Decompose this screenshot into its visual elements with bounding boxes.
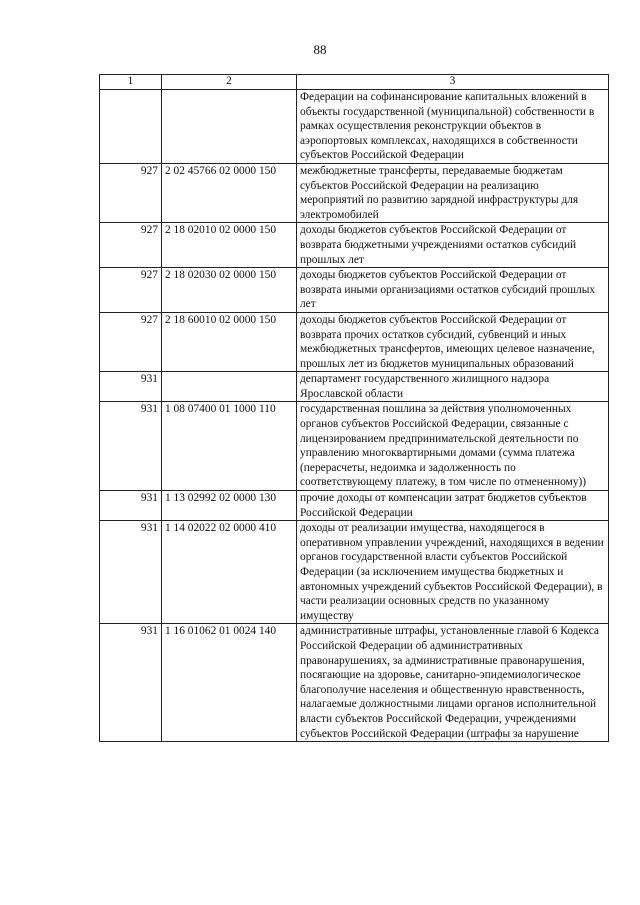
revenue-name-cell: доходы бюджетов субъектов Российской Федерации от возврата бюджетными учреждениями остатков субсидий прошлых лет bbox=[297, 223, 609, 268]
admin-code-cell: 931 bbox=[100, 491, 162, 521]
admin-code-cell: 931 bbox=[100, 521, 162, 624]
table-row bbox=[100, 491, 609, 521]
revenue-code-cell: 1 16 01062 01 0024 140 bbox=[162, 624, 297, 742]
admin-code-cell: 927 bbox=[100, 312, 162, 371]
revenue-code-cell bbox=[162, 90, 297, 164]
revenue-code-cell: 2 18 60010 02 0000 150 bbox=[162, 312, 297, 371]
table-row bbox=[100, 521, 609, 624]
revenue-code-cell bbox=[162, 372, 297, 402]
revenue-name-cell: межбюджетные трансферты, передаваемые бюджетам субъектов Российской Федерации на реализацию мероприятий по развитию зарядной инфраструктуры для электромобилей bbox=[297, 163, 609, 222]
column-header-2: 2 bbox=[162, 75, 297, 90]
admin-code-cell: 931 bbox=[100, 402, 162, 491]
table-row bbox=[100, 402, 609, 491]
table-row bbox=[100, 268, 609, 313]
revenue-name-cell: Федерации на софинансирование капитальных вложений в объекты государственной (муниципальной) собственности в рамках осуществления реконструкции объектов в аэропортовых комплексах, находящихся в собственности субъектов Российской Федерации bbox=[297, 90, 609, 164]
table-row bbox=[100, 223, 609, 268]
revenue-code-cell: 1 13 02992 02 0000 130 bbox=[162, 491, 297, 521]
revenue-name-cell: доходы бюджетов субъектов Российской Федерации от возврата иными организациями остатков субсидий прошлых лет bbox=[297, 268, 609, 313]
revenue-name-cell: доходы бюджетов субъектов Российской Федерации от возврата прочих остатков субсидий, субвенций и иных межбюджетных трансфертов, имеющих целевое назначение, прошлых лет из бюджетов муниципальных образований bbox=[297, 312, 609, 371]
table-header-row bbox=[100, 75, 609, 90]
revenue-name-cell: административные штрафы, установленные главой 6 Кодекса Российской Федерации об административных правонарушениях, за административные правонарушения, посягающие на здоровье, санитарно-эпидемиологическое благополучие населения и общественную нравственность, налагаемые должностными лицами органов исполнительной власти субъектов Российской Федерации, учреждениями субъектов Российской Федерации (штрафы за нарушение bbox=[297, 624, 609, 742]
revenue-code-cell: 2 18 02030 02 0000 150 bbox=[162, 268, 297, 313]
revenue-name-cell: доходы от реализации имущества, находящегося в оперативном управлении учреждений, находящихся в ведении органов государственной власти субъектов Российской Федерации (за исключением имущества бюджетных и автономных учреждений субъектов Российской Федерации), в части реализации основных средств по указанному имуществу bbox=[297, 521, 609, 624]
revenue-code-cell: 2 18 02010 02 0000 150 bbox=[162, 223, 297, 268]
admin-code-cell: 927 bbox=[100, 268, 162, 313]
column-header-3: 3 bbox=[297, 75, 609, 90]
table-row bbox=[100, 163, 609, 222]
revenue-name-cell: департамент государственного жилищного надзора Ярославской области bbox=[297, 372, 609, 402]
table-row bbox=[100, 90, 609, 164]
column-header-1: 1 bbox=[100, 75, 162, 90]
admin-code-cell: 927 bbox=[100, 163, 162, 222]
admin-code-cell bbox=[100, 90, 162, 164]
admin-code-cell: 927 bbox=[100, 223, 162, 268]
revenue-code-cell: 2 02 45766 02 0000 150 bbox=[162, 163, 297, 222]
admin-code-cell: 931 bbox=[100, 372, 162, 402]
table-row bbox=[100, 312, 609, 371]
revenue-name-cell: прочие доходы от компенсации затрат бюджетов субъектов Российской Федерации bbox=[297, 491, 609, 521]
revenue-codes-table bbox=[99, 74, 609, 742]
table-row bbox=[100, 624, 609, 742]
revenue-code-cell: 1 08 07400 01 1000 110 bbox=[162, 402, 297, 491]
revenue-name-cell: государственная пошлина за действия уполномоченных органов субъектов Российской Федерации, связанные с лицензированием предпринимательской деятельности по управлению многоквартирными домами (сумма платежа (перерасчеты, недоимка и задолженность по соответствующему платежу, в том числе по отмененному)) bbox=[297, 402, 609, 491]
page-number: 88 bbox=[313, 42, 327, 57]
admin-code-cell: 931 bbox=[100, 624, 162, 742]
table-row bbox=[100, 372, 609, 402]
revenue-code-cell: 1 14 02022 02 0000 410 bbox=[162, 521, 297, 624]
